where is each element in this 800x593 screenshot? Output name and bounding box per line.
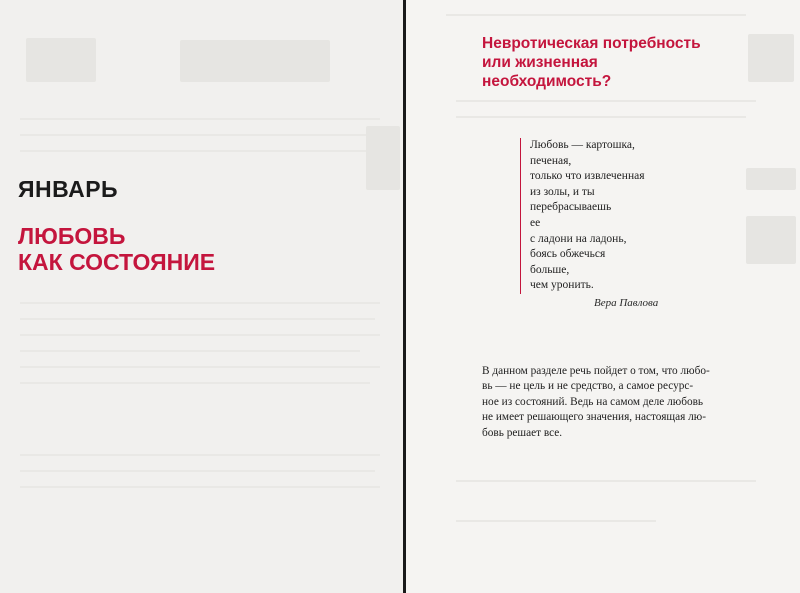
show-through-line	[20, 118, 380, 120]
month-title: ЯНВАРЬ	[18, 176, 119, 202]
poem-line: из золы, и ты	[530, 185, 595, 198]
show-through-number	[26, 38, 96, 82]
poem-author: Вера Павлова	[594, 297, 659, 309]
show-through-line	[20, 350, 360, 352]
show-through-line	[20, 150, 380, 152]
show-through-number	[748, 34, 794, 82]
show-through-line	[456, 100, 756, 102]
show-through-line	[20, 318, 375, 320]
paragraph-line: ное из состояний. Ведь на самом деле любовь	[482, 395, 704, 408]
show-through-line	[20, 454, 380, 456]
show-through-line	[20, 134, 370, 136]
section-heading-line: или жизненная	[482, 54, 598, 71]
show-through-line	[456, 520, 656, 522]
show-through-line	[20, 366, 380, 368]
show-through-month	[746, 168, 796, 190]
paragraph-line: В данном разделе речь пойдет о том, что любо-	[482, 365, 710, 377]
show-through-line	[20, 302, 380, 304]
section-heading	[482, 34, 701, 91]
show-through-line	[20, 334, 380, 336]
section-intro-paragraph	[482, 364, 710, 441]
poem-line: Любовь — картошка,	[530, 139, 635, 151]
show-through-heading	[180, 40, 330, 82]
poem-line: печеная,	[530, 154, 572, 167]
show-through-line	[456, 116, 746, 118]
poem-line: чем уронить.	[530, 279, 594, 292]
epigraph-poem	[520, 138, 710, 294]
paragraph-line: не имеет решающего значения, настоящая лю-	[482, 411, 706, 424]
show-through-line	[20, 486, 380, 488]
poem-line: только что извлеченная	[530, 170, 645, 183]
paragraph-line: вь — не цель и не средство, а самое ресурс-	[482, 380, 694, 393]
poem-line: перебрасываешь	[530, 201, 612, 214]
section-heading-line: Невротическая потребность	[482, 35, 701, 52]
poem-line: ее	[530, 216, 541, 229]
poem-line: больше,	[530, 263, 570, 276]
show-through-line	[456, 480, 756, 482]
show-through-line	[20, 382, 370, 384]
show-through-line	[446, 14, 746, 16]
show-through-image	[366, 126, 400, 190]
show-through-chapter	[746, 216, 796, 264]
chapter-title	[18, 223, 215, 275]
poem-line: с ладони на ладонь,	[530, 232, 627, 245]
chapter-title-line: ЛЮБОВЬ	[18, 223, 126, 249]
chapter-title-line: КАК СОСТОЯНИЕ	[18, 249, 216, 275]
paragraph-line: бовь решает все.	[482, 426, 563, 439]
section-heading-line: необходимость?	[482, 73, 612, 90]
show-through-line	[20, 470, 375, 472]
poem-line: боясь обжечься	[530, 248, 606, 261]
